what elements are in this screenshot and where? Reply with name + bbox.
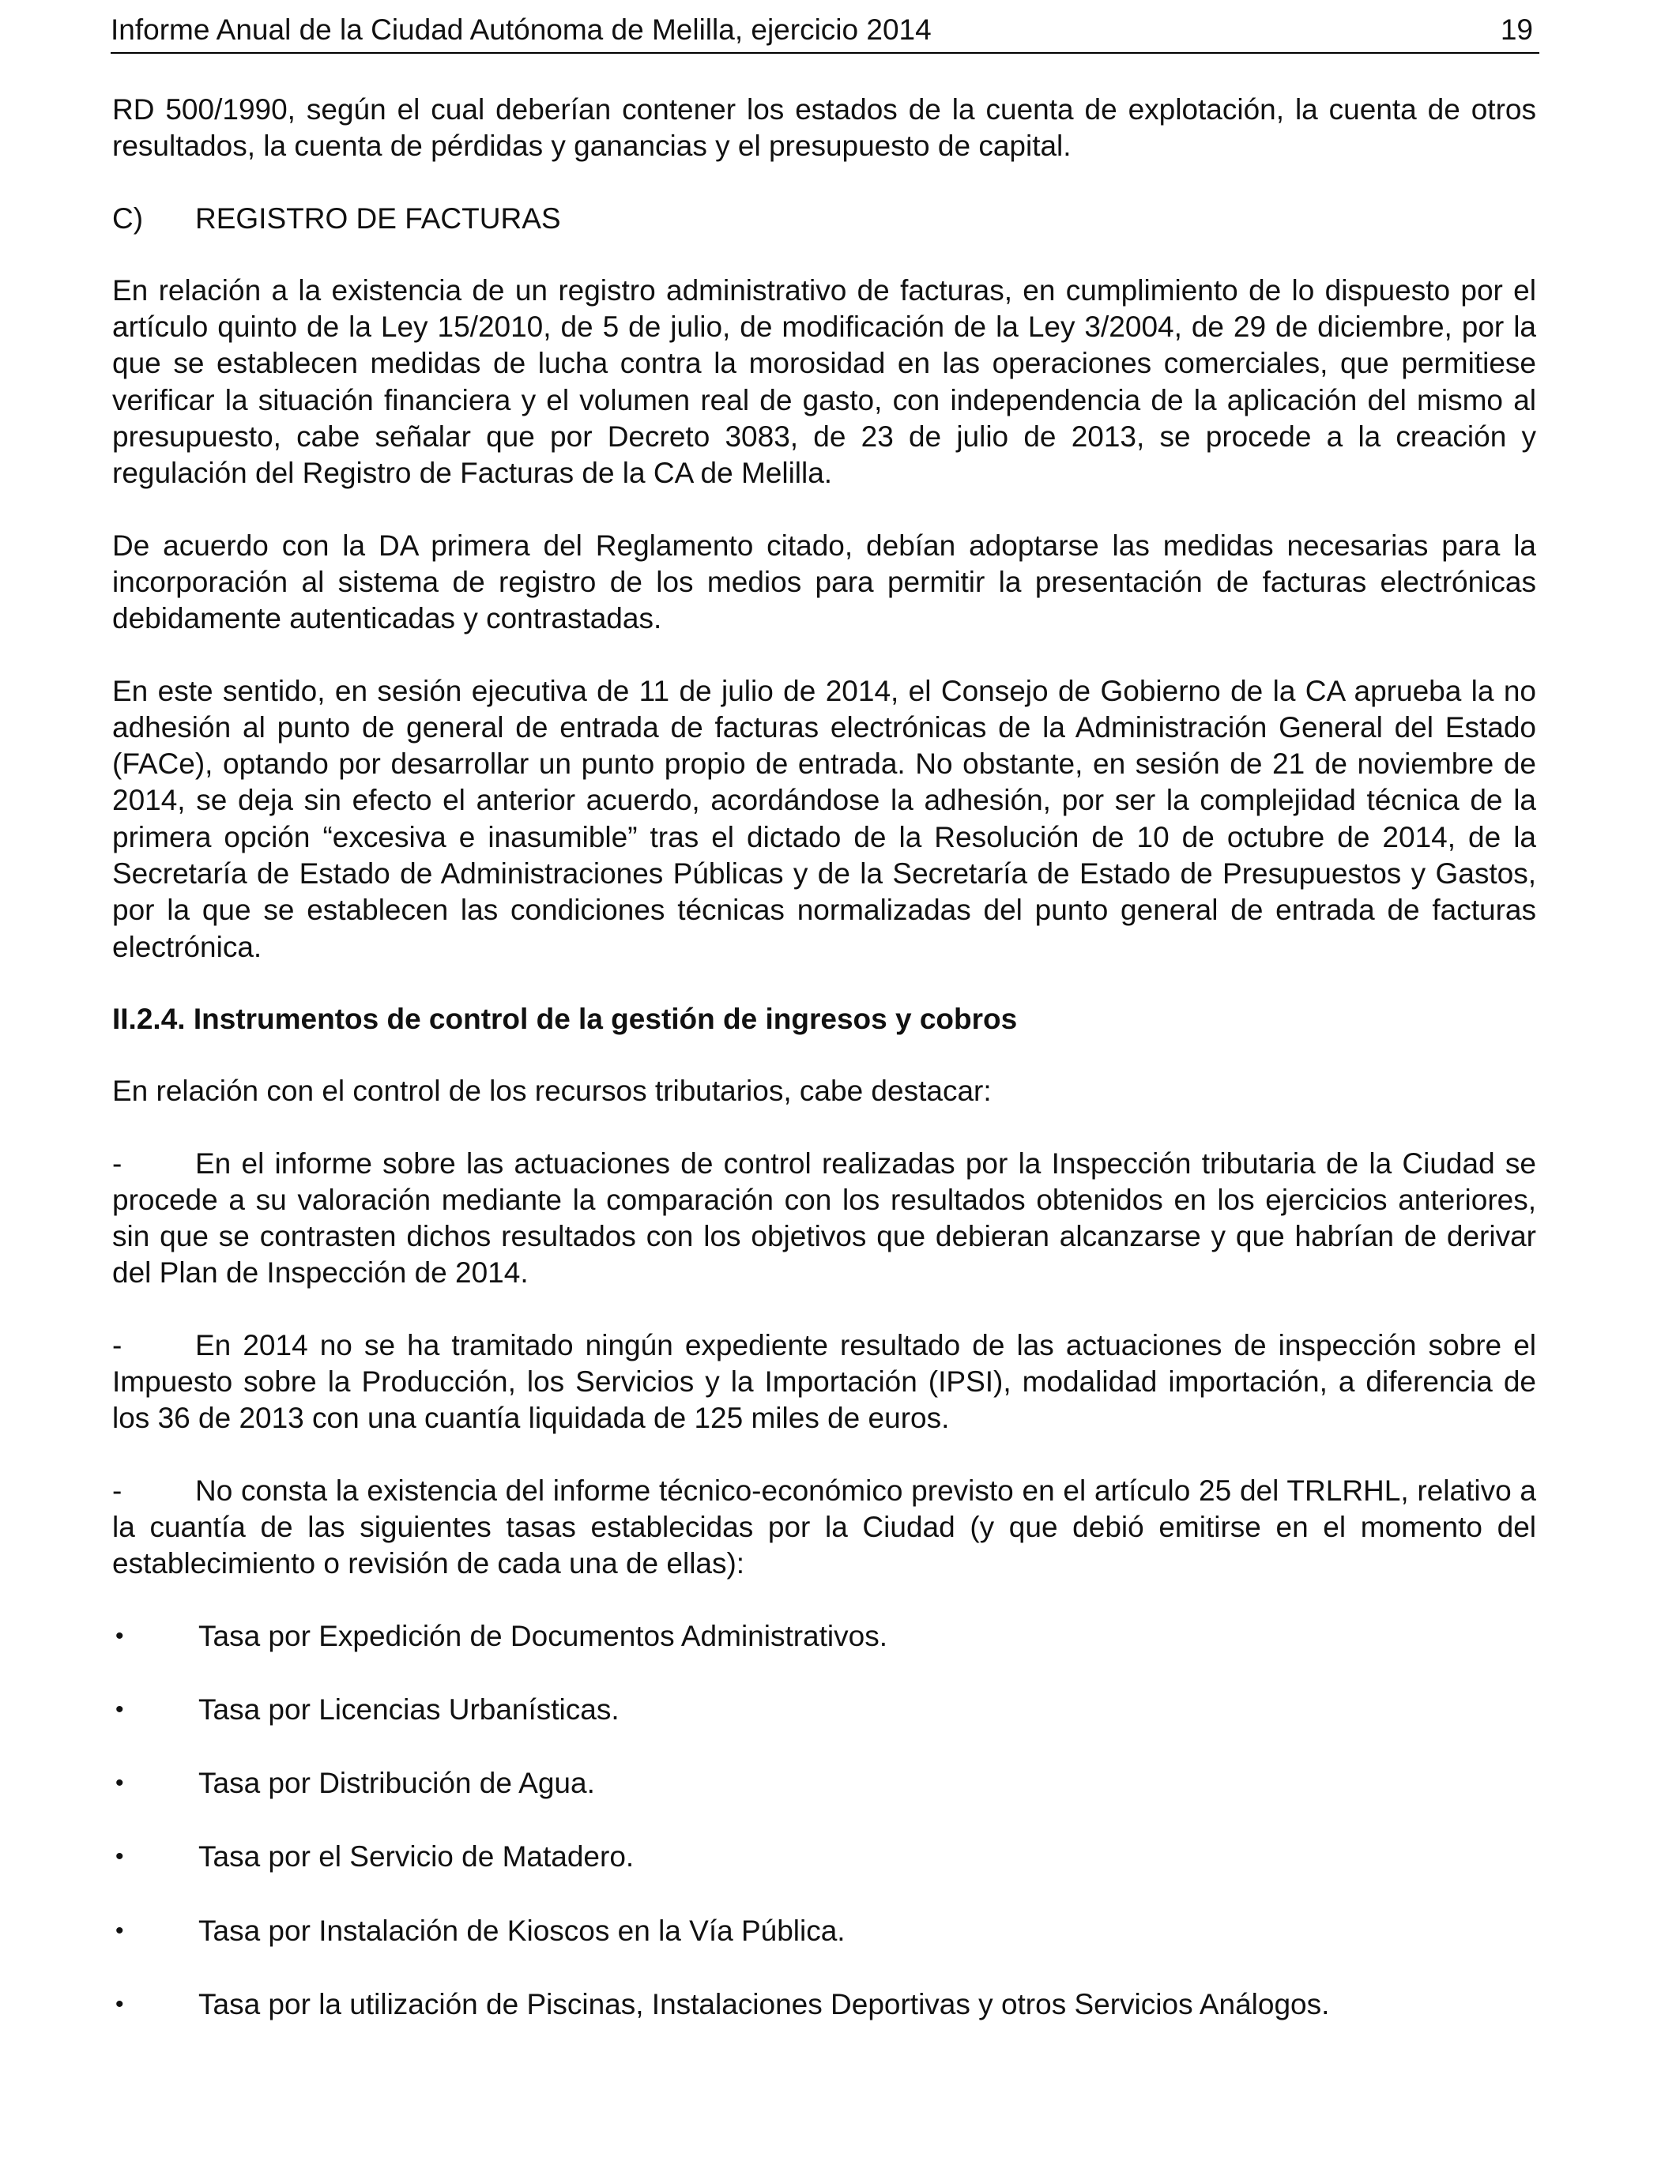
- paragraph-registro: En relación a la existencia de un registro administrativo de facturas, en cumplimiento de lo dispuesto por el artículo quinto de la Ley 15/2010, de 5 de julio, de modificación de la Ley 3/2004, de 29 de diciembre, por la que se establecen medidas de lucha contra la morosidad en las operaciones comerciales, que permitiese verificar la situación financiera y el volumen real de gasto, con independencia de la aplicación del mismo al presupuesto, cabe señalar que por Decreto 3083, de 23 de julio de 2013, se procede a la creación y regulación del Registro de Facturas de la CA de Melilla.: [112, 273, 1536, 490]
- section-c-title: REGISTRO DE FACTURAS: [195, 201, 561, 235]
- page-header: [111, 8, 1539, 54]
- paragraph-da-primera: De acuerdo con la DA primera del Reglamento citado, debían adoptarse las medidas necesarias para la incorporación al sistema de registro de los medios para permitir la presentación de facturas electrónicas debidamente autenticadas y contrastadas.: [112, 529, 1536, 635]
- bullet-icon: •: [115, 1917, 124, 1944]
- dash-marker: -: [112, 1147, 122, 1180]
- dash-marker: -: [112, 1328, 122, 1361]
- list-item-text: Tasa por Licencias Urbanísticas.: [198, 1693, 620, 1726]
- dash-list-item: [112, 1473, 1536, 1583]
- dash-item-text: En el informe sobre las actuaciones de control realizadas por la Inspección tributaria de la Ciudad se procede a su valoración mediante la comparación con los resultados obtenidos en los ejercicios anteriores, sin que se contrasten dichos resultados con los objetivos que debieran alcanzarse y que habrían de derivar del Plan de Inspección de 2014.: [112, 1147, 1536, 1290]
- list-item-text: Tasa por Distribución de Agua.: [198, 1767, 595, 1800]
- tasas-list: [112, 1618, 1536, 2024]
- list-item-text: Tasa por la utilización de Piscinas, Instalaciones Deportivas y otros Servicios Análogos.: [198, 1987, 1330, 2020]
- dash-item-text: En 2014 no se ha tramitado ningún expediente resultado de las actuaciones de inspección sobre el Impuesto sobre la Producción, los Servicios y la Importación (IPSI), modalidad importación, a diferencia de los 36 de 2013 con una cuantía liquidada de 125 miles de euros.: [112, 1328, 1536, 1435]
- bullet-icon: •: [115, 1696, 124, 1723]
- section-c-heading: [112, 201, 1536, 237]
- intro-paragraph: RD 500/1990, según el cual deberían contener los estados de la cuenta de explotación, la cuenta de otros resultados, la cuenta de pérdidas y ganancias y el presupuesto de capital.: [112, 93, 1536, 163]
- bullet-icon: •: [115, 1622, 124, 1649]
- list-item: [112, 1986, 1536, 2023]
- dash-marker: -: [112, 1474, 122, 1507]
- list-item: [112, 1692, 1536, 1728]
- dash-item-text: No consta la existencia del informe técnico-económico previsto en el artículo 25 del TRLRHL, relativo a la cuantía de las siguientes tasas establecidas por la Ciudad (y que debió emitirse en el momento del establecimiento o revisión de cada una de ellas):: [112, 1474, 1536, 1580]
- list-item: [112, 1913, 1536, 1949]
- page-number: 19: [1500, 13, 1533, 46]
- dash-list-item: [112, 1146, 1536, 1292]
- list-item-text: Tasa por Instalación de Kioscos en la Vía Pública.: [198, 1914, 846, 1947]
- paragraph-sesion-ejecutiva: En este sentido, en sesión ejecutiva de 11 de julio de 2014, el Consejo de Gobierno de la CA aprueba la no adhesión al punto de general de entrada de facturas electrónicas de la Administración General del Estado (FACe), optando por desarrollar un punto propio de entrada. No obstante, en sesión de 21 de noviembre de 2014, se deja sin efecto el anterior acuerdo, acordándose la adhesión, por ser la complejidad técnica de la primera opción “excesiva e inasumible” tras el dictado de la Resolución de 10 de octubre de 2014, de la Secretaría de Estado de Administraciones Públicas y de la Secretaría de Estado de Presupuestos y Gastos, por la que se establecen las condiciones técnicas normalizadas del punto general de entrada de facturas electrónica.: [112, 674, 1536, 963]
- list-item-text: Tasa por el Servicio de Matadero.: [198, 1840, 635, 1873]
- section-heading: II.2.4. Instrumentos de control de la gestión de ingresos y cobros: [112, 1002, 1018, 1035]
- list-item: [112, 1839, 1536, 1875]
- bullet-icon: •: [115, 1990, 124, 2017]
- list-item-text: Tasa por Expedición de Documentos Administrativos.: [198, 1619, 887, 1652]
- dash-list-item: [112, 1327, 1536, 1437]
- list-item: [112, 1618, 1536, 1655]
- paragraph-recursos-tributarios: En relación con el control de los recursos tributarios, cabe destacar:: [112, 1075, 992, 1108]
- section-c-letter: C): [112, 201, 144, 235]
- document-title: Informe Anual de la Ciudad Autónoma de Melilla, ejercicio 2014: [111, 13, 932, 46]
- document-body: [112, 92, 1536, 2060]
- bullet-icon: •: [115, 1770, 124, 1797]
- bullet-icon: •: [115, 1843, 124, 1870]
- list-item: [112, 1765, 1536, 1802]
